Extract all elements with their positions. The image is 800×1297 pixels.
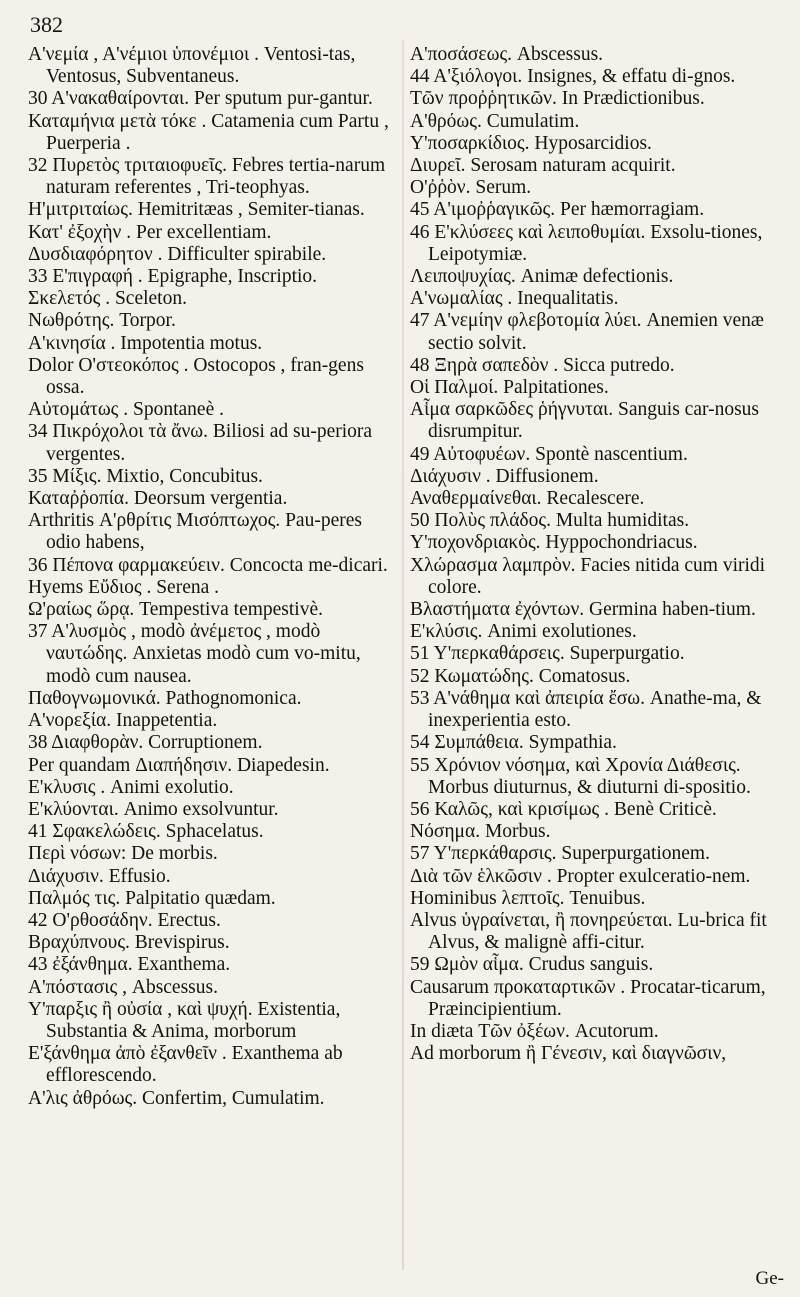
glossary-entry: 48 Ξηρὰ σαπεδὸν . Sicca putredo. — [410, 354, 675, 376]
glossary-entry: Σκελετός . Sceleton. — [28, 288, 187, 310]
glossary-entry: Ω'ραίως ὥρᾳ. Tempestiva tempestivè. — [28, 599, 323, 621]
glossary-entry: Α'νωμαλίας . Inequalitatis. — [410, 288, 619, 310]
glossary-entry: Αναθερμαίνεθαι. Recalescere. — [410, 488, 645, 510]
glossary-entry: Αἷμα σαρκῶδες ῥήγνυται. Sanguis car-nosus disrumpitur. — [410, 399, 760, 443]
glossary-entry: 34 Πικρόχολοι τὰ ἄνω. Biliosi ad su-periora vergentes. — [28, 421, 373, 465]
glossary-entry: Α'θρόως. Cumulatim. — [410, 110, 580, 132]
glossary-entry: Hyems Εὔδιος . Serena . — [28, 576, 220, 598]
glossary-entry: Διάχυσιν. Effusio. — [28, 865, 171, 887]
glossary-entry: Βλαστήματα ἐχόντων. Germina haben-tium. — [410, 599, 756, 621]
glossary-entry: Τῶν προῤῥητικῶν. In Prædictionibus. — [410, 88, 705, 110]
glossary-entry: 52 Κωματώδης. Comatosus. — [410, 665, 631, 687]
glossary-entry: Καταῤῥοπία. Deorsum vergentia. — [28, 488, 288, 510]
glossary-entry: Α'πόστασις , Abscessus. — [28, 976, 218, 998]
glossary-entry: Οἱ Παλμοί. Palpitationes. — [410, 377, 609, 399]
glossary-entry: 33 Ε'πιγραφή . Epigraphe, Inscriptio. — [28, 266, 318, 288]
glossary-entry: 45 Α'ιμοῤῥαγικῶς. Per hæmorragiam. — [410, 199, 705, 221]
glossary-entry: Κατ' ἐξοχὴν . Per excellentiam. — [28, 221, 272, 243]
glossary-entry: Α'κινησία . Impotentia motus. — [28, 332, 263, 354]
glossary-entry: 51 Υ'περκαθάρσεις. Superpurgatio. — [410, 643, 685, 665]
glossary-entry: 50 Πολὺς πλάδος. Multa humiditas. — [410, 510, 690, 532]
glossary-entry: Ο'ῤῥὸν. Serum. — [410, 177, 532, 199]
glossary-entry: 37 Α'λυσμὸς , modò ἀνέμετος , modò ναυτώδης. Anxietas modò cum vo-mitu, modò cum nausea. — [28, 621, 361, 687]
glossary-entry: Α'νορεξία. Inappetentia. — [28, 710, 218, 732]
right-column — [410, 44, 794, 1065]
glossary-entry: Διάχυσιν . Diffusionem. — [410, 465, 599, 487]
glossary-entry: Καταμήνια μετὰ τόκε . Catamenia cum Partu , Puerperia . — [28, 110, 389, 154]
glossary-entry: Α'λις ἀθρόως. Confertim, Cumulatim. — [28, 1087, 325, 1109]
glossary-entry: Ε'κλυσις . Animi exolutio. — [28, 776, 234, 798]
glossary-entry: 32 Πυρετὸς τριταιοφυεῖς. Febres tertia-narum naturam referentes , Tri-teophyas. — [28, 155, 386, 199]
glossary-entry: Χλώρασμα λαμπρὸν. Facies nitida cum viridi colore. — [410, 554, 766, 598]
glossary-entry: 41 Σφακελώδεις. Sphacelatus. — [28, 821, 264, 843]
glossary-entry: Παλμός τις. Palpitatio quædam. — [28, 887, 276, 909]
glossary-entry: 54 Συμπάθεια. Sympathia. — [410, 732, 617, 754]
glossary-entry: 38 Διαφθορὰν. Corruptionem. — [28, 732, 263, 754]
column-gutter — [402, 40, 404, 1270]
glossary-entry: Περὶ νόσων: De morbis. — [28, 843, 218, 865]
glossary-entry: 44 Α'ξιόλογοι. Insignes, & effatu di-gnos. — [410, 66, 736, 88]
glossary-entry: Υ'ποσαρκίδιος. Hyposarcidios. — [410, 132, 652, 154]
glossary-entry: Per quandam Διαπήδησιν. Diapedesin. — [28, 754, 330, 776]
glossary-entry: 57 Υ'περκάθαρσις. Superpurgationem. — [410, 843, 710, 865]
glossary-entry: 55 Χρόνιον νόσημα, καὶ Χρονία Διάθεσις. Morbus diuturnus, & diuturni di-spositio. — [410, 754, 751, 798]
glossary-entry: Λειποψυχίας. Animæ defectionis. — [410, 266, 674, 288]
glossary-entry: Α'νεμία , Α'νέμιοι ὑπονέμιοι . Ventosi-tas, Ventosus, Subventaneus. — [28, 44, 356, 88]
glossary-entry: Νόσημα. Morbus. — [410, 821, 551, 843]
glossary-entry: 53 Α'νάθημα καὶ ἀπειρία ἔσω. Anathe-ma, & inexperientia esto. — [410, 687, 762, 732]
glossary-entry: Ε'ξάνθημα ἀπὸ ἐξανθεῖν . Exanthema ab efflorescendo. — [28, 1043, 343, 1087]
glossary-entry: Α'ποσάσεως. Abscessus. — [410, 44, 604, 65]
glossary-entry: Ad morborum ἢ Γένεσιν, καὶ διαγνῶσιν, — [410, 1043, 727, 1065]
glossary-entry: Hominibus λεπτοῖς. Tenuibus. — [410, 887, 646, 909]
glossary-entry: 43 ἐξάνθημα. Exanthema. — [28, 954, 231, 976]
glossary-entry: Παθογνωμονικά. Pathognomonica. — [28, 687, 302, 709]
glossary-entry: Ε'κλύσις. Animi exolutiones. — [410, 621, 637, 643]
glossary-entry: 35 Μίξις. Mixtio, Concubitus. — [28, 465, 263, 487]
glossary-entry: Υ'ποχονδριακὸς. Hyppochondriacus. — [410, 532, 698, 554]
glossary-entry: Dolor Ο'στεοκόπος . Ostocopos , fran-gens ossa. — [28, 354, 364, 399]
glossary-entry: Διυρεῖ. Serosam naturam acquirit. — [410, 155, 676, 177]
glossary-entry: 30 Α'νακαθαίρονται. Per sputum pur-gantur. — [28, 88, 373, 110]
glossary-entry: 46 Ε'κλύσεες καὶ λειποθυμίαι. Exsolu-tiones, Leipotymiæ. — [410, 221, 763, 265]
glossary-entry: 47 Α'νεμίην φλεβοτομία λύει. Anemien venæ sectio solvit. — [410, 310, 764, 354]
glossary-entry: Ε'κλύονται. Animo exsolvuntur. — [28, 798, 279, 820]
glossary-entry: Alvus ὑγραίνεται, ἢ πονηρεύεται. Lu-brica fit Alvus, & malignè affi-citur. — [410, 909, 767, 954]
glossary-entry: In diæta Τῶν ὀξέων. Acutorum. — [410, 1020, 659, 1042]
glossary-entry: Βραχύπνους. Brevispirus. — [28, 932, 230, 954]
glossary-entry: Η'μιτριταίως. Hemitritæas , Semiter-tianas. — [28, 199, 365, 221]
glossary-entry: Νωθρότης. Torpor. — [28, 310, 176, 332]
glossary-entry: 59 Ωμὸν αἷμα. Crudus sanguis. — [410, 954, 654, 976]
page-number: 382 — [30, 12, 63, 37]
left-column — [28, 44, 400, 1110]
glossary-entry: 42 Ο'ρθοσάδην. Erectus. — [28, 909, 221, 931]
glossary-entry: 49 Αὐτοφυέων. Spontè nascentium. — [410, 443, 688, 465]
glossary-entry: Causarum προκαταρτικῶν . Procatar-ticarum, Præincipientium. — [410, 976, 766, 1020]
glossary-entry: Διὰ τῶν ἑλκῶσιν . Propter exulceratio-nem. — [410, 865, 751, 887]
glossary-entry: Arthritis Α'ρθρίτις Μισόπτωχος. Pau-peres odio habens, — [28, 510, 362, 554]
catchword: Ge- — [755, 1268, 784, 1289]
glossary-entry: Υ'παρξις ἢ οὐσία , καὶ ψυχή. Existentia, Substantia & Anima, morborum — [28, 998, 341, 1042]
glossary-entry: Δυσδιαφόρητον . Difficulter spirabile. — [28, 243, 327, 265]
glossary-entry: 36 Πέπονα φαρμακεύειν. Concocta me-dicari. — [28, 554, 388, 576]
glossary-entry: Αὐτομάτως . Spontaneè . — [28, 399, 224, 421]
glossary-entry: 56 Καλῶς, καὶ κρισίμως . Benè Criticè. — [410, 798, 717, 820]
